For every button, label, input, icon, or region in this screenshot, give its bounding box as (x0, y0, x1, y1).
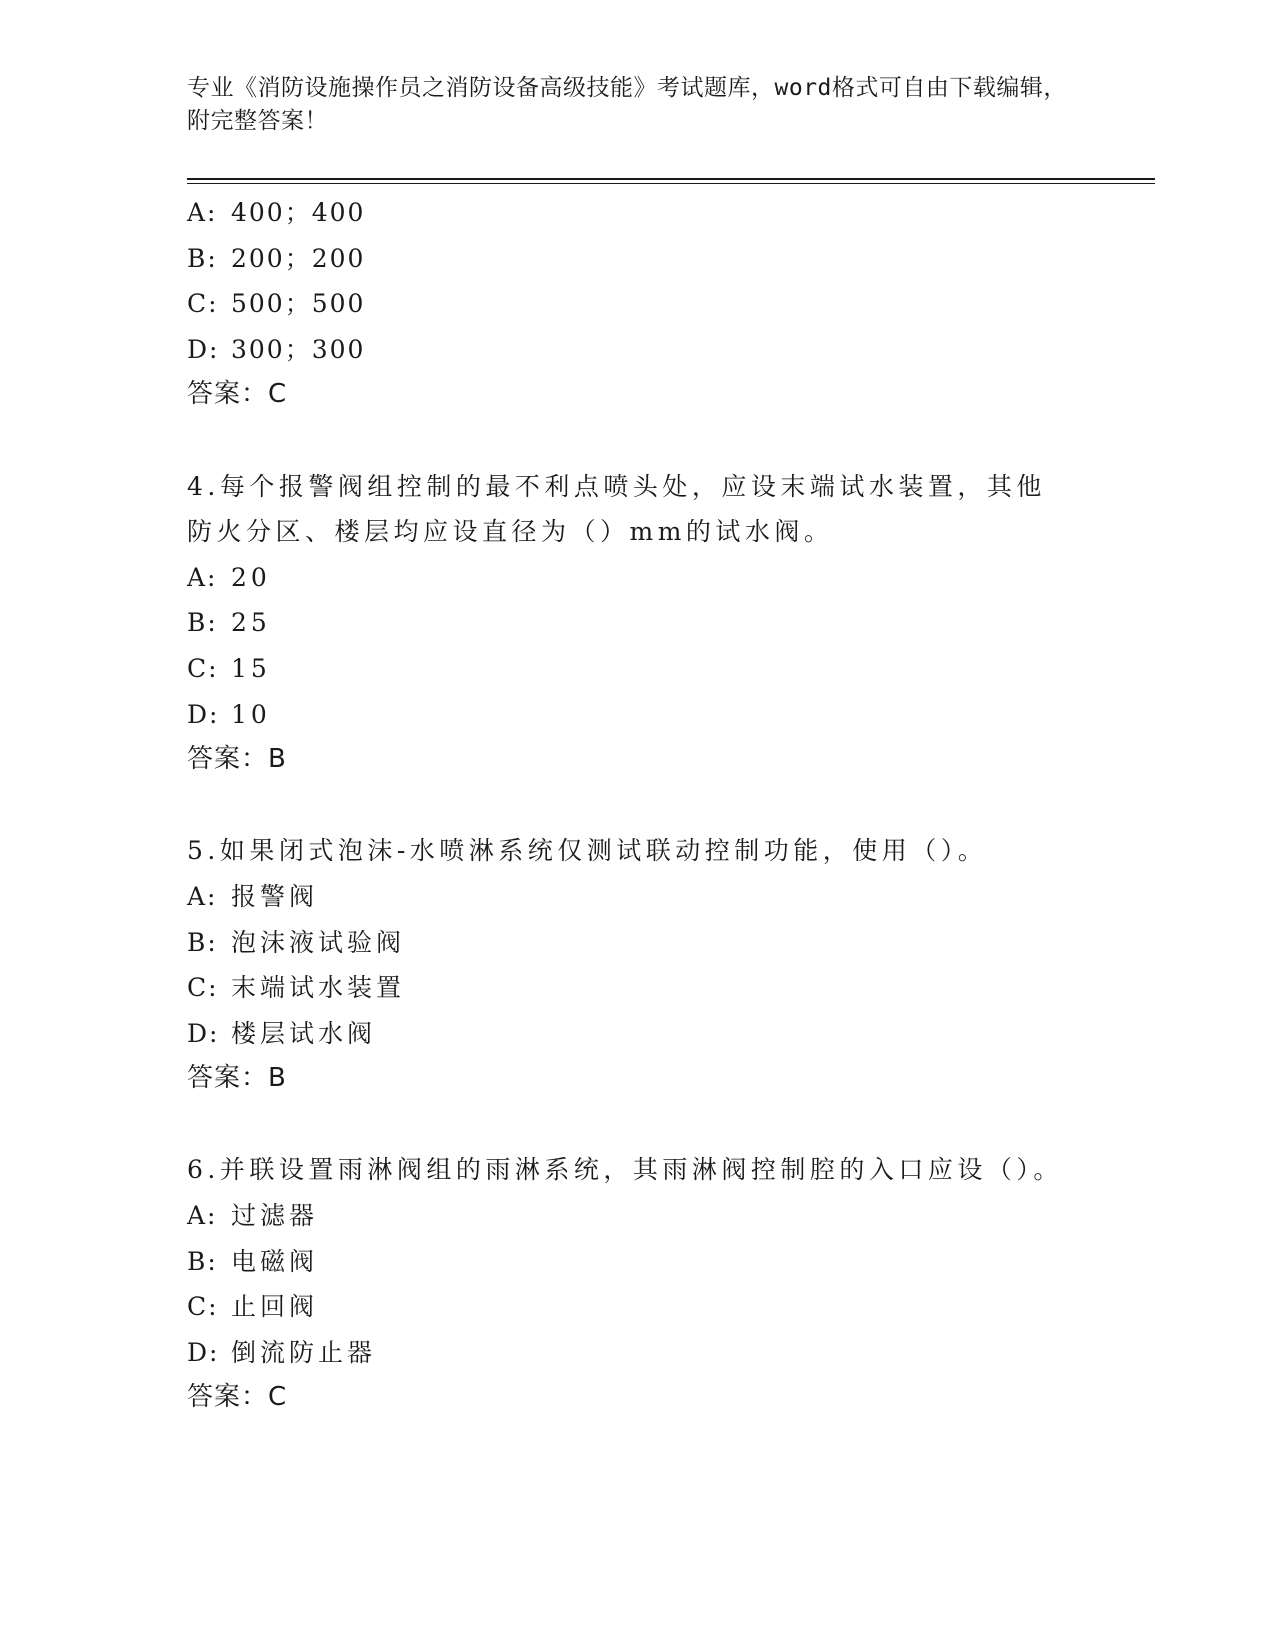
option-text: 电磁阀 (231, 1246, 319, 1276)
option-letter: A: (187, 1201, 218, 1231)
option-row (187, 190, 1087, 236)
option-text: 止回阀 (231, 1292, 319, 1322)
answer-line: 答案：C (187, 379, 288, 410)
option-text: 10 (231, 699, 271, 729)
option-letter: B: (187, 243, 218, 273)
answer-line: 答案：C (187, 1382, 288, 1413)
option-text: 15 (231, 653, 271, 683)
option-row (187, 965, 1087, 1011)
option-row (187, 1239, 1087, 1285)
option-text: 20 (231, 562, 271, 592)
option-letter: A: (187, 881, 218, 911)
option-letter: C: (187, 289, 219, 319)
spacer (187, 783, 1087, 829)
option-row (187, 281, 1087, 327)
option-row (187, 1284, 1087, 1330)
answer-line: 答案：B (187, 744, 287, 775)
header-rule-thin (187, 183, 1155, 184)
option-letter: B: (187, 608, 218, 638)
option-letter: D: (187, 1018, 220, 1048)
option-row (187, 646, 1087, 692)
option-text: 400；400 (231, 198, 366, 227)
option-row (187, 327, 1087, 373)
option-text: 楼层试水阀 (231, 1018, 377, 1048)
option-row (187, 874, 1087, 920)
option-letter: A: (187, 198, 218, 227)
answer-line: 答案：B (187, 1063, 287, 1094)
option-letter: B: (187, 1246, 218, 1276)
option-row (187, 600, 1087, 646)
option-text: 泡沫液试验阀 (231, 927, 406, 957)
option-text: 过滤器 (231, 1201, 319, 1231)
option-row (187, 920, 1087, 966)
spacer (187, 1102, 1087, 1148)
option-text: 300；300 (231, 334, 366, 364)
option-letter: D: (187, 334, 220, 364)
header-note: 专业《消防设施操作员之消防设备高级技能》考试题库，word格式可自由下载编辑，附完整答案！ (187, 75, 1067, 134)
option-letter: C: (187, 973, 219, 1003)
option-text: 25 (231, 608, 271, 638)
option-row (187, 1011, 1087, 1057)
option-row (187, 555, 1087, 601)
header-rule-thick (187, 178, 1155, 180)
option-letter: B: (187, 927, 218, 957)
option-row (187, 1330, 1087, 1376)
option-row (187, 692, 1087, 738)
question-stem: 5.如果闭式泡沫-水喷淋系统仅测试联动控制功能，使用（）。 (187, 836, 988, 866)
option-letter: C: (187, 653, 219, 683)
option-row (187, 1193, 1087, 1239)
option-letter: D: (187, 699, 220, 729)
option-text: 500；500 (231, 289, 366, 319)
question-stem: 6.并联设置雨淋阀组的雨淋系统，其雨淋阀控制腔的入口应设（）。 (187, 1155, 1063, 1185)
question-stem: 4.每个报警阀组控制的最不利点喷头处，应设末端试水装置，其他防火分区、楼层均应设直径为（）mm的试水阀。 (187, 471, 1046, 547)
option-text: 200；200 (231, 243, 366, 273)
option-text: 末端试水装置 (231, 973, 406, 1003)
option-row (187, 236, 1087, 282)
option-letter: A: (187, 562, 218, 592)
spacer (187, 418, 1087, 464)
option-letter: C: (187, 1292, 219, 1322)
option-letter: D: (187, 1337, 220, 1367)
option-text: 报警阀 (231, 881, 319, 911)
option-text: 倒流防止器 (231, 1337, 377, 1367)
question-content (187, 190, 1087, 1421)
